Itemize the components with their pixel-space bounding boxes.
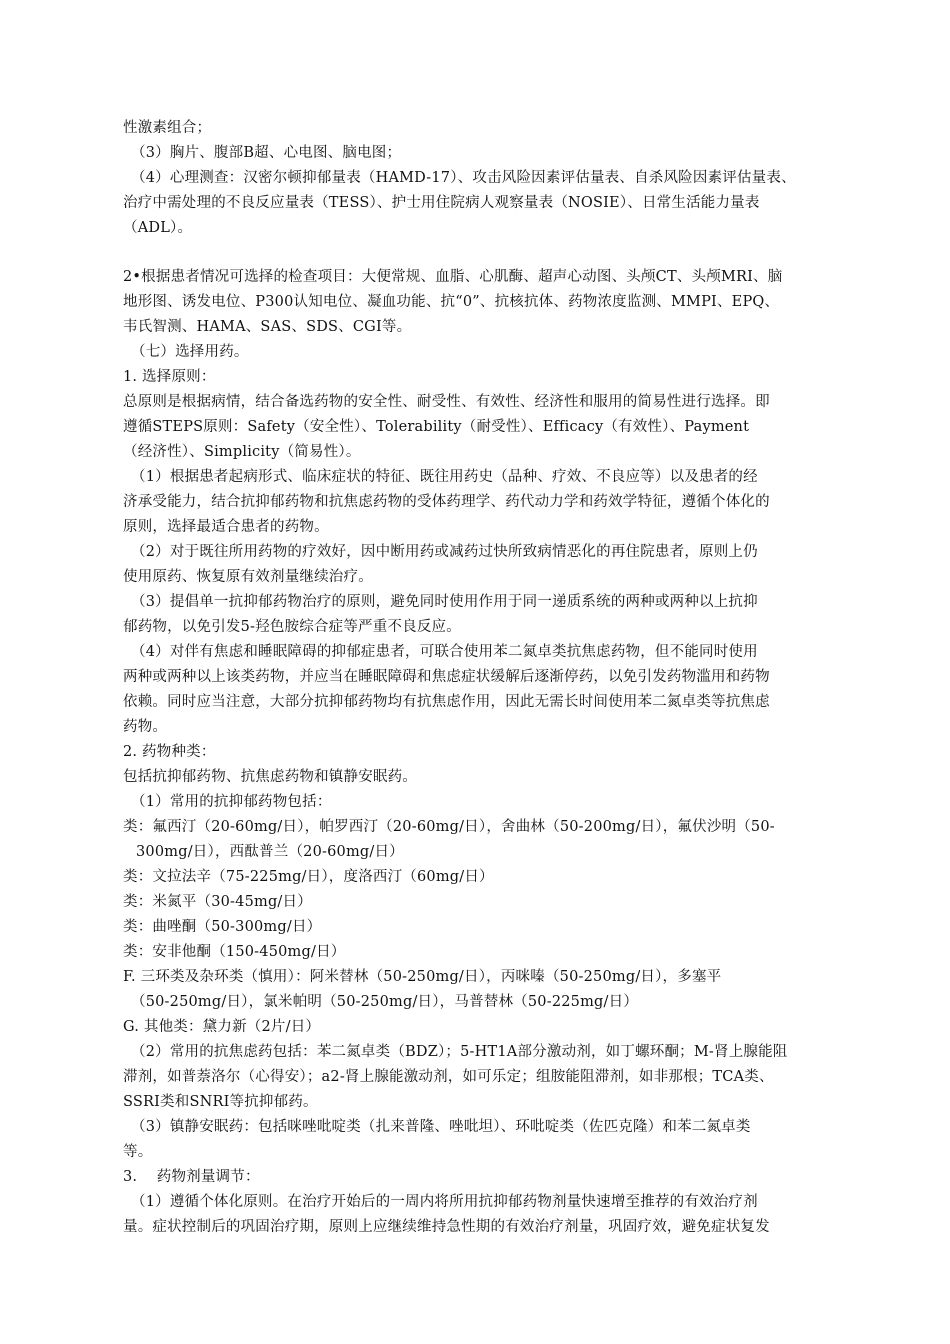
text-line: （2）对于既往所用药物的疗效好，因中断用药或减药过快所致病情恶化的再住院患者，原则上仍 — [131, 544, 758, 560]
text-line: （3）胸片、腹部B超、心电图、脑电图； — [131, 145, 402, 161]
text-line: （4）对伴有焦虑和睡眠障碍的抑郁症患者，可联合使用苯二氮卓类抗焦虑药物，但不能同时使用 — [131, 644, 758, 660]
text-line: （4）心理测查：汉密尔顿抑郁量表（HAMD-17）、攻击风险因素评估量表、自杀风险因素评估量表、 — [131, 170, 796, 186]
text-line: SSRI类和SNRI等抗抑郁药。 — [123, 1094, 318, 1110]
text-line: 总原则是根据病情，结合备选药物的安全性、耐受性、有效性、经济性和服用的简易性进行选择。即 — [123, 394, 770, 410]
text-line: F. 三环类及杂环类（慎用）：阿米替林（50-250mg/日），丙咪嗪（50-250mg/日），多塞平 — [123, 969, 722, 985]
section-heading: （七）选择用药。 — [131, 344, 249, 360]
text-line: 药物。 — [123, 719, 168, 735]
text-line: 两种或两种以上该类药物，并应当在睡眠障碍和焦虑症状缓解后逐渐停药，以免引发药物滥用和药物 — [123, 669, 770, 685]
text-line: 2•根据患者情况可选择的检查项目：大便常规、血脂、心肌酶、超声心动图、头颅CT、头颅MRI、脑 — [123, 269, 783, 285]
text-line: 依赖。同时应当注意，大部分抗抑郁药物均有抗焦虑作用，因此无需长时间使用苯二氮卓类等抗焦虑 — [123, 694, 770, 710]
text-line: 滞剂，如普萘洛尔（心得安）；a2-肾上腺能激动剂，如可乐定；组胺能阻滞剂，如非那根；TCA类、 — [123, 1069, 774, 1085]
text-line: （3）镇静安眠药：包括咪唑吡啶类（扎来普隆、唑吡坦）、环吡啶类（佐匹克隆）和苯二氮卓类 — [131, 1119, 751, 1135]
text-line: 韦氏智测、HAMA、SAS、SDS、CGI等。 — [123, 319, 412, 335]
text-line: （2）常用的抗焦虑药包括：苯二氮卓类（BDZ）；5-HT1A部分激动剂，如丁螺环酮；M-肾上腺能阻 — [131, 1044, 788, 1060]
text-line: 2. 药物种类： — [123, 744, 216, 760]
text-line: 类：氟西汀（20-60mg/日），帕罗西汀（20-60mg/日），舍曲林（50-200mg/日），氟伏沙明（50- — [123, 819, 775, 835]
text-line: 性激素组合； — [123, 120, 212, 136]
text-line: 等。 — [123, 1144, 153, 1160]
text-line: 量。症状控制后的巩固治疗期，原则上应继续维持急性期的有效治疗剂量，巩固疗效，避免症状复发 — [123, 1219, 770, 1235]
text-line: 包括抗抑郁药物、抗焦虑药物和镇静安眠药。 — [123, 769, 417, 785]
text-line: 类：文拉法辛（75-225mg/日），度洛西汀（60mg/日） — [123, 869, 494, 885]
text-line: （ADL）。 — [123, 220, 193, 236]
text-line: （50-250mg/日），氯米帕明（50-250mg/日），马普替林（50-225mg/日） — [131, 994, 639, 1010]
text-line: 类：安非他酮（150-450mg/日） — [123, 944, 346, 960]
text-line: 3. 药物剂量调节： — [123, 1169, 260, 1185]
text-line: 类：曲唑酮（50-300mg/日） — [123, 919, 322, 935]
text-line: 郁药物，以免引发5-羟色胺综合症等严重不良反应。 — [123, 619, 461, 635]
text-line: 类：米氮平（30-45mg/日） — [123, 894, 312, 910]
text-line: 1. 选择原则： — [123, 369, 216, 385]
text-line: 地形图、诱发电位、P300认知电位、凝血功能、抗“0”、抗核抗体、药物浓度监测、MMPI、EPQ、 — [123, 294, 780, 310]
text-line: （1）遵循个体化原则。在治疗开始后的一周内将所用抗抑郁药物剂量快速增至推荐的有效治疗剂 — [131, 1194, 758, 1210]
text-line: （1）常用的抗抑郁药物包括： — [131, 794, 332, 810]
text-line: 遵循STEPS原则：Safety（安全性）、Tolerability（耐受性）、Efficacy（有效性）、Payment — [123, 419, 750, 435]
text-line: （3）提倡单一抗抑郁药物治疗的原则，避免同时使用作用于同一递质系统的两种或两种以上抗抑 — [131, 594, 758, 610]
text-line: （经济性）、Simplicity（简易性）。 — [123, 444, 361, 460]
text-line: 原则，选择最适合患者的药物。 — [123, 519, 329, 535]
text-line: 使用原药、恢复原有效剂量继续治疗。 — [123, 569, 373, 585]
text-line: （1）根据患者起病形式、临床症状的特征、既往用药史（品种、疗效、不良应等）以及患者的经 — [131, 469, 758, 485]
text-line: 300mg/日），西酞普兰（20-60mg/日） — [136, 844, 404, 860]
text-line: G. 其他类：黛力新（2片/日） — [123, 1019, 321, 1035]
text-line: 济承受能力，结合抗抑郁药物和抗焦虑药物的受体药理学、药代动力学和药效学特征，遵循个体化的 — [123, 494, 770, 510]
text-line: 治疗中需处理的不良反应量表（TESS）、护士用住院病人观察量表（NOSIE）、日常生活能力量表 — [123, 195, 760, 211]
